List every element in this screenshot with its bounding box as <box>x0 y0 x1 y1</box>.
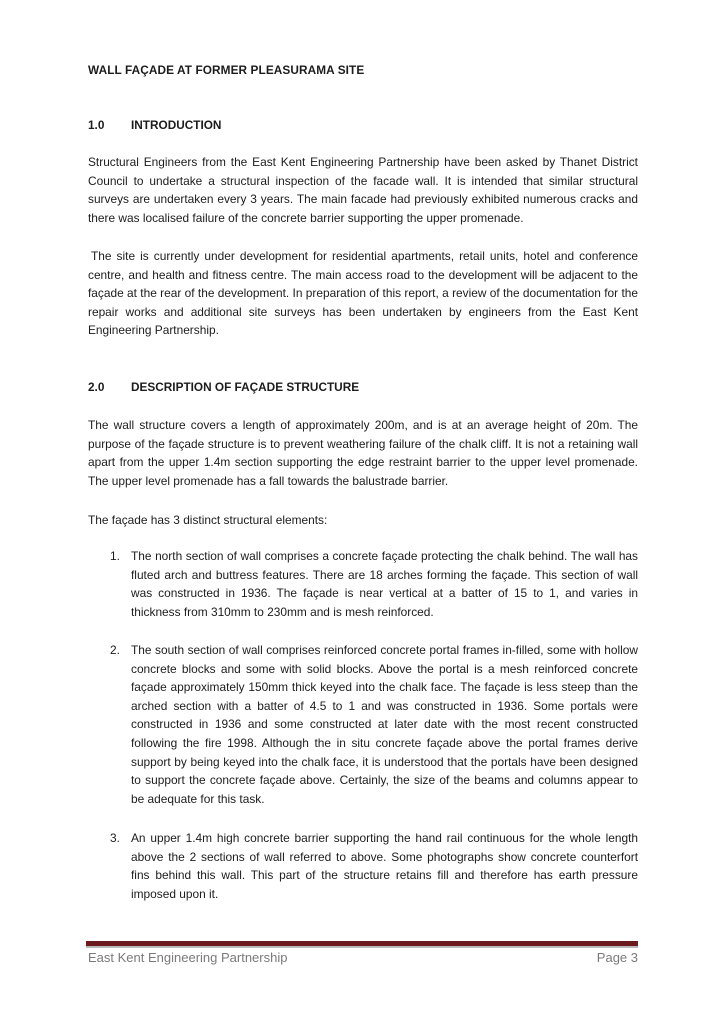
section-number: 2.0 <box>88 380 105 394</box>
list-marker: 3. <box>110 831 120 845</box>
paragraph-introduction: Structural Engineers from the East Kent Engineering Partnership have been asked by Thanet District Council to undertake a structural inspection of the facade wall. It is intended that similar structural surveys are undertaken every 3 years. The main facade had previously exhibited numerous cracks and there was localised failure of the concrete barrier supporting the upper promenade. <box>88 155 638 225</box>
list-marker: 2. <box>110 643 120 657</box>
section-title: DESCRIPTION OF FAÇADE STRUCTURE <box>131 380 360 394</box>
list-item-text: The south section of wall comprises reinforced concrete portal frames in-filled, some with hollow concrete blocks and some with solid blocks. Above the portal is a mesh reinforced concrete façade approximately 150mm thick keyed into the chalk face. The façade is less steep than the arched section with a batter of 4.5 to 1 and was constructed in 1936. Some portals were constructed in 1936 and some constructed at later date with the most recent constructed following the fire 1998. Although the in situ concrete façade above the portal frames derive support by being keyed into the chalk face, it is understood that the portals have been designed to support the concrete façade above. Certainly, the size of the beams and columns appear to be adequate for this task. <box>131 643 638 806</box>
list-item-text: The north section of wall comprises a concrete façade protecting the chalk behind. The wall has fluted arch and buttress features. There are 18 arches forming the façade. This section of wall was constructed in 1936. The façade is near vertical at a batter of 15 to 1, and varies in thickness from 310mm to 230mm and is mesh reinforced. <box>131 549 638 619</box>
paragraph-wall-structure: The wall structure covers a length of approximately 200m, and is at an average height of 20m. The purpose of the façade structure is to prevent weathering failure of the chalk cliff. It is not a retaining wall apart from the upper 1.4m section supporting the edge restraint barrier to the upper level promenade. The upper level promenade has a fall towards the balustrade barrier. <box>88 418 638 488</box>
list-marker: 1. <box>110 549 120 563</box>
paragraph-site-development: The site is currently under development for residential apartments, retail units, hotel and conference centre, and health and fitness centre. The main access road to the development will be adjacent to the façade at the rear of the development. In preparation of this report, a review of the documentation for the repair works and additional site surveys has been undertaken by engineers from the East Kent Engineering Partnership. <box>88 249 638 338</box>
section-heading-facade-structure <box>88 380 359 394</box>
section-number: 1.0 <box>88 118 105 132</box>
paragraph-elements-intro: The façade has 3 distinct structural elements: <box>88 513 328 527</box>
footer-organisation: East Kent Engineering Partnership <box>88 950 288 965</box>
list-item-text: An upper 1.4m high concrete barrier supporting the hand rail continuous for the whole length above the 2 sections of wall referred to above. Some photographs show concrete counterfort fins behind this wall. This part of the structure retains fill and therefore has earth pressure imposed upon it. <box>131 831 638 901</box>
document-title: WALL FAÇADE AT FORMER PLEASURAMA SITE <box>88 63 365 77</box>
section-heading-introduction <box>88 118 221 132</box>
section-title: INTRODUCTION <box>131 118 222 132</box>
footer-rule <box>86 941 638 948</box>
page-number: Page 3 <box>596 950 638 965</box>
